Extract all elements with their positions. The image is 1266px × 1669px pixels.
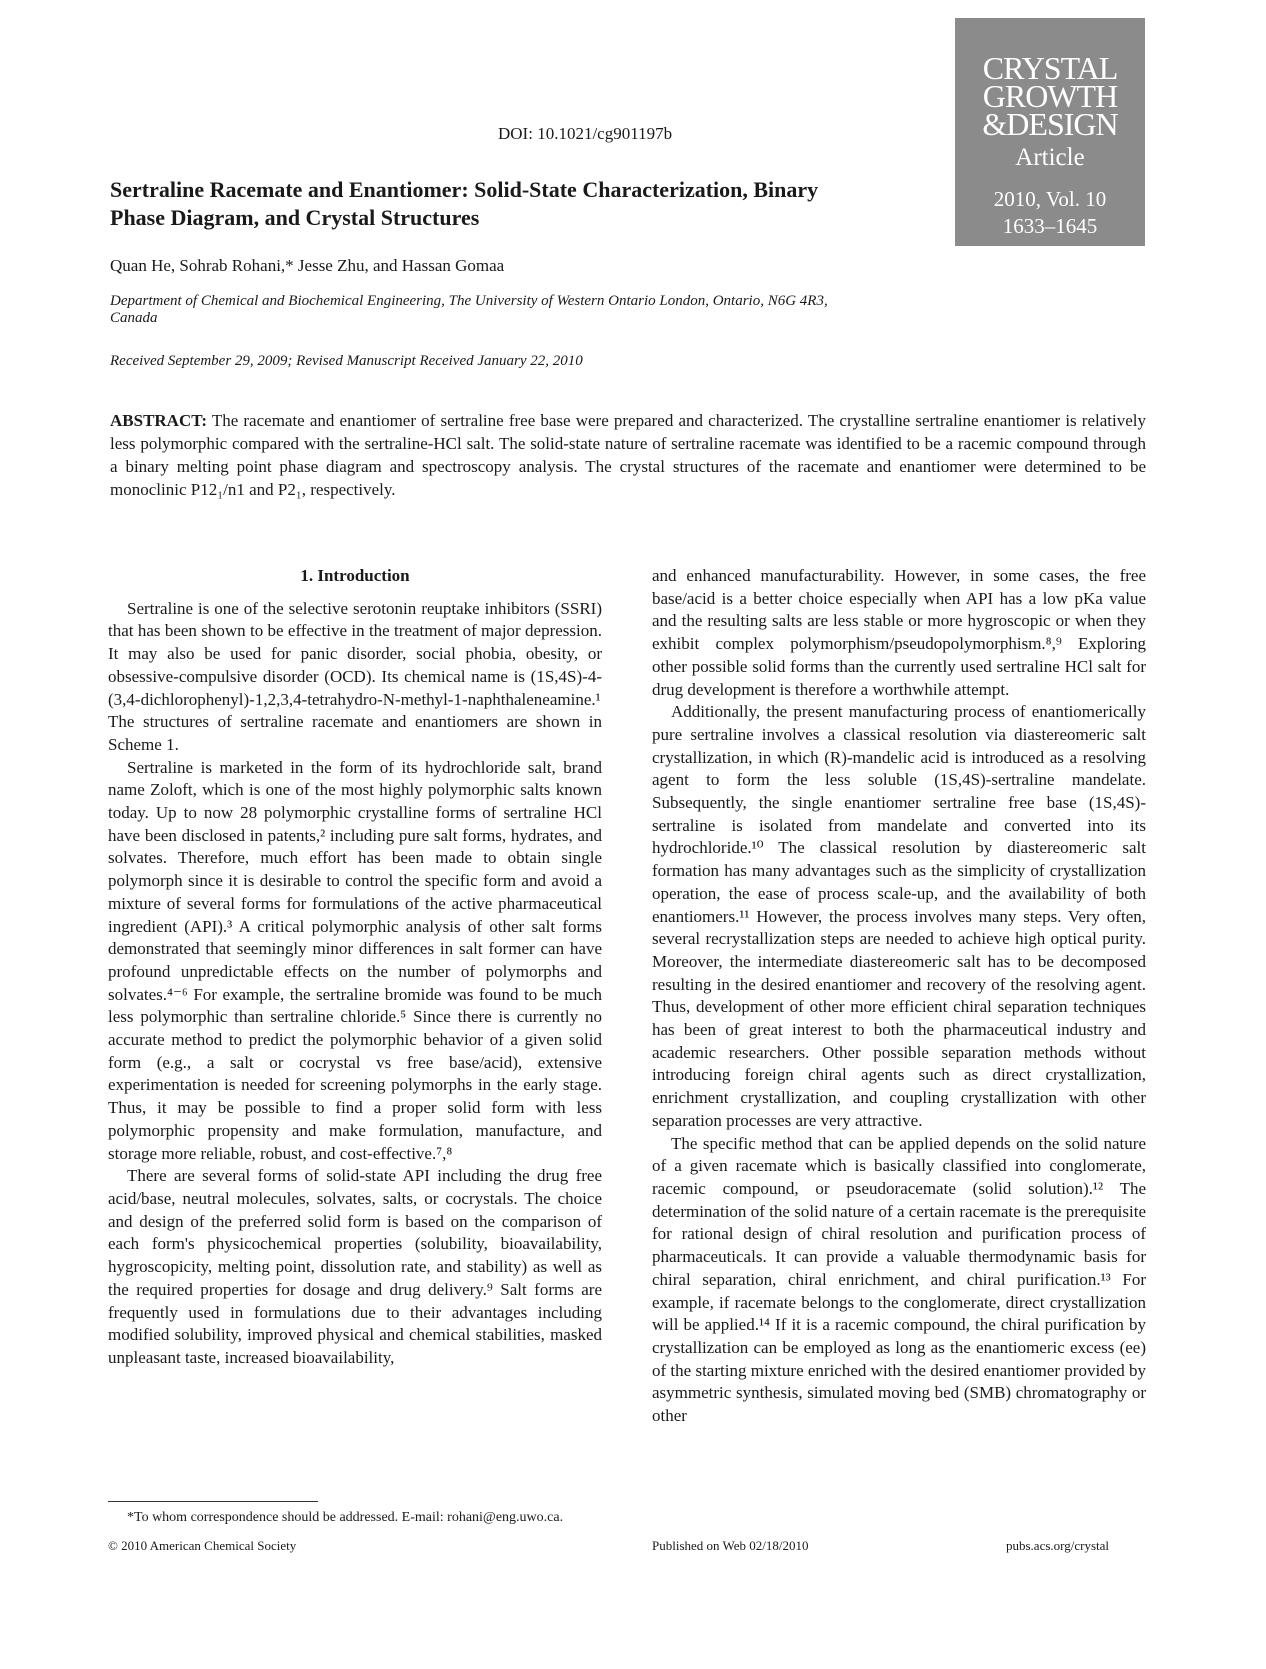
- right-column: [652, 565, 1146, 1428]
- received-dates: Received September 29, 2009; Revised Manuscript Received January 22, 2010: [110, 353, 583, 369]
- publication-date: Published on Web 02/18/2010: [652, 1538, 809, 1553]
- pages: 1633–1645: [1002, 214, 1098, 238]
- abstract: [110, 409, 1146, 501]
- body-paragraph: Sertraline is marketed in the form of its hydrochloride salt, brand name Zoloft, which is one of the most highly polymorphic salts known today. Up to now 28 polymorphic crystalline forms of sertraline HCl have been disclosed in patents,² including pure salt forms, hydrates, and solvates. Therefore, much effort has been made to obtain single polymorph since it is desirable to control the specific form and avoid a mixture of several forms for formulations of the active pharmaceutical ingredient (API).³ A critical polymorphic analysis of other salt forms demonstrated that seemingly minor differences in salt former can have profound unpredictable effects on the number of polymorphs and solvates.⁴⁻⁶ For example, the sertraline bromide was found to be much less polymorphic than sertraline chloride.⁵ Since there is currently no accurate method to predict the polymorphic behavior of a given solid form (e.g., a salt or cocrystal vs free base/acid), extensive experimentation is needed for screening polymorphs in the early stage. Thus, it may be possible to find a proper solid form with less polymorphic propensity and make formulation, manufacture, and storage more reliable, robust, and cost-effective.⁷,⁸: [108, 757, 602, 1163]
- authors: Quan He, Sohrab Rohani,* Jesse Zhu, and Hassan Gomaa: [110, 256, 505, 275]
- journal-name: [955, 50, 1145, 142]
- journal-name-line: GROWTH: [982, 78, 1118, 114]
- body-paragraph: Sertraline is one of the selective serotonin reuptake inhibitors (SSRI) that has been shown to be effective in the treatment of major depression. It may also be used for panic disorder, social phobia, obesity, or obsessive-compulsive disorder (OCD). Its chemical name is (1S,4S)-4-(3,4-dichlorophenyl)-1,2,3,4-tetrahydro-N-methyl-1-naphthaleneamine.¹ The structures of sertraline racemate and enantiomers are shown in Scheme 1.: [108, 598, 602, 754]
- body-paragraph: There are several forms of solid-state API including the drug free acid/base, neutral molecules, solvates, salts, or cocrystals. The choice and design of the preferred solid form is based on the comparison of each form's physicochemical properties (solubility, bioavailability, hygroscopicity, melting point, dissolution rate, and stability) as well as the required properties for dosage and drug delivery.⁹ Salt forms are frequently used in formulations due to their advantages including modified solubility, improved physical and chemical stabilities, masked unpleasant taste, increased bioavailability,: [108, 1166, 602, 1367]
- section-heading: 1. Introduction: [300, 566, 410, 585]
- article-title: Sertraline Racemate and Enantiomer: Solid-State Characterization, Binary Phase Diagram, and Crystal Structures: [110, 177, 819, 230]
- footnote: *To whom correspondence should be addressed. E-mail: rohani@eng.uwo.ca.: [127, 1510, 564, 1525]
- footnote-rule: [108, 1501, 318, 1502]
- journal-website: pubs.acs.org/crystal: [1006, 1538, 1110, 1553]
- body-paragraph: and enhanced manufacturability. However, in some cases, the free base/acid is a better choice especially when API has a low pKa value and the resulting salts are less stable or more hygroscopic or when they exhibit complex polymorphism/pseudopolymorphism.⁸,⁹ Exploring other possible solid forms than the currently used sertraline HCl salt for drug development is therefore a worthwhile attempt.: [652, 566, 1146, 699]
- affiliation: Department of Chemical and Biochemical Engineering, The University of Western Ontario London, Ontario, N6G 4R3, Canada: [110, 293, 828, 326]
- abstract-text: The racemate and enantiomer of sertraline free base were prepared and characterized. The crystalline sertraline enantiomer is relatively less polymorphic compared with the sertraline-HCl salt. The solid-state nature of sertraline racemate was identified to be a racemic compound through a binary melting point phase diagram and spectroscopy analysis. The crystal structures of the racemate and enantiomer were determined to be monoclinic P12₁/n1 and P2₁, respectively.: [110, 411, 1146, 499]
- body-paragraph: Additionally, the present manufacturing process of enantiomerically pure sertraline involves a classical resolution via diastereomeric salt crystallization, in which (R)-mandelic acid is introduced as a resolving agent to form the less soluble (1S,4S)-sertraline mandelate. Subsequently, the single enantiomer sertraline free base (1S,4S)-sertraline is isolated from mandelate and converted into its hydrochloride.¹⁰ The classical resolution by diastereomeric salt formation has many advantages such as the simplicity of crystallization operation, the ease of process scale-up, and the availability of both enantiomers.¹¹ However, the process involves many steps. Very often, several recrystallization steps are needed to achieve high optical purity. Moreover, the intermediate diastereomeric salt has to be decomposed resulting in the desired enantiomer and recovery of the resolving agent. Thus, development of other more efficient chiral separation techniques has been of great interest to both the pharmaceutical industry and academic researchers. Other possible separation methods without introducing foreign chiral agents such as direct crystallization, enrichment crystallization, and coupling crystallization with other separation processes are very attractive.: [652, 702, 1146, 1130]
- copyright: © 2010 American Chemical Society: [108, 1538, 297, 1553]
- article-type: Article: [1015, 144, 1085, 171]
- journal-name-line: &DESIGN: [982, 106, 1118, 142]
- journal-name-line: CRYSTAL: [982, 50, 1118, 86]
- abstract-label: ABSTRACT:: [110, 411, 207, 430]
- body-paragraph: The specific method that can be applied depends on the solid nature of a given racemate which is basically classified into conglomerate, racemic compound, or pseudoracemate (solid solution).¹² The determination of the solid nature of a certain racemate is the prerequisite for rational design of chiral resolution and purification process of pharmaceuticals. It can provide a valuable thermodynamic basis for chiral separation, chiral enrichment, and chiral purification.¹³ For example, if racemate belongs to the conglomerate, direct crystallization will be applied.¹⁴ If it is a racemic compound, the chiral purification by crystallization can be employed as long as the enantiomeric excess (ee) of the starting mixture enriched with the desired enantiomer provided by asymmetric synthesis, simulated moving bed (SMB) chromatography or other: [652, 1133, 1146, 1426]
- doi: DOI: 10.1021/cg901197b: [498, 124, 673, 143]
- journal-badge: [955, 18, 1145, 246]
- volume: 2010, Vol. 10: [993, 187, 1107, 211]
- left-column: [108, 565, 602, 1370]
